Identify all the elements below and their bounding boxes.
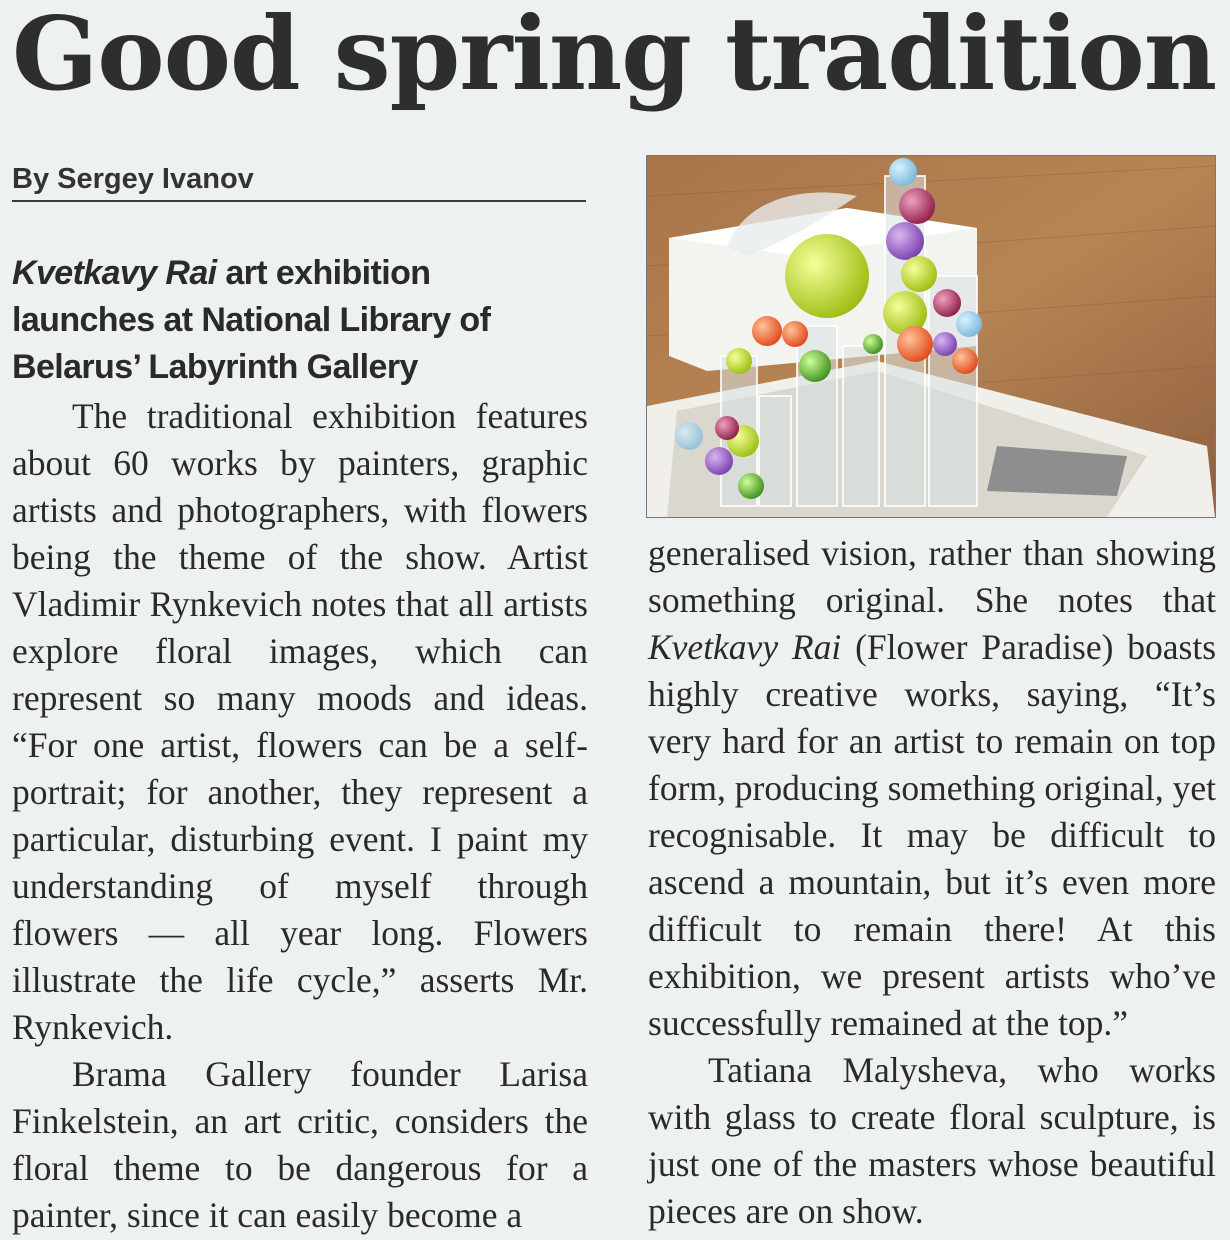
body-paragraph: Tatiana Malysheva, who works with glass to create floral sculpture, is just one of the masters whose beautiful pieces are on show. <box>648 1050 1216 1231</box>
byline: By Sergey Ivanov <box>12 163 586 202</box>
deck-exhibition-title: Kvetkavy Rai <box>12 254 217 292</box>
body-column-left <box>12 393 588 1239</box>
headline: Good spring tradition <box>12 0 1217 113</box>
deck-text-3: Belarus’ Labyrinth Gallery <box>12 348 418 386</box>
glass-sculpture-photo-image <box>647 156 1215 517</box>
glass-sculpture-photo <box>646 155 1216 518</box>
body-paragraph: Brama Gallery founder Larisa Finkelstein, an art critic, considers the floral theme to be dangerous for a painter, since it can easily become a <box>12 1054 588 1235</box>
body-paragraph: The traditional exhibition features about 60 works by painters, graphic artists and photographers, with flowers being the theme of the show. Artist Vladimir Rynkevich notes that all artists explore floral images, which can represent so many moods and ideas. “For one artist, flowers can be a self-portrait; for another, they represent a particular, disturbing event. I paint my understanding of myself through flowers — all year long. Flowers illustrate the life cycle,” asserts Mr. Rynkevich. <box>12 396 588 1047</box>
body-column-right <box>648 530 1216 1235</box>
body-text: generalised vision, rather than showing something original. She notes that <box>648 533 1216 620</box>
exhibition-title: Kvetkavy Rai <box>648 627 842 667</box>
deck-text-2: launches at National Library of <box>12 301 491 339</box>
deck-subheading <box>12 250 592 391</box>
deck-text-1: art exhibition <box>216 254 431 292</box>
body-text: (Flower Paradise) boasts highly creative works, saying, “It’s very hard for an artist to remain on top form, producing something original, yet recognisable. It may be difficult to ascend a mountain, but it’s even more difficult to remain there! At this exhibition, we present artists who’ve successfully remained at the top.” <box>648 627 1217 1043</box>
body-paragraph <box>648 530 1216 1047</box>
